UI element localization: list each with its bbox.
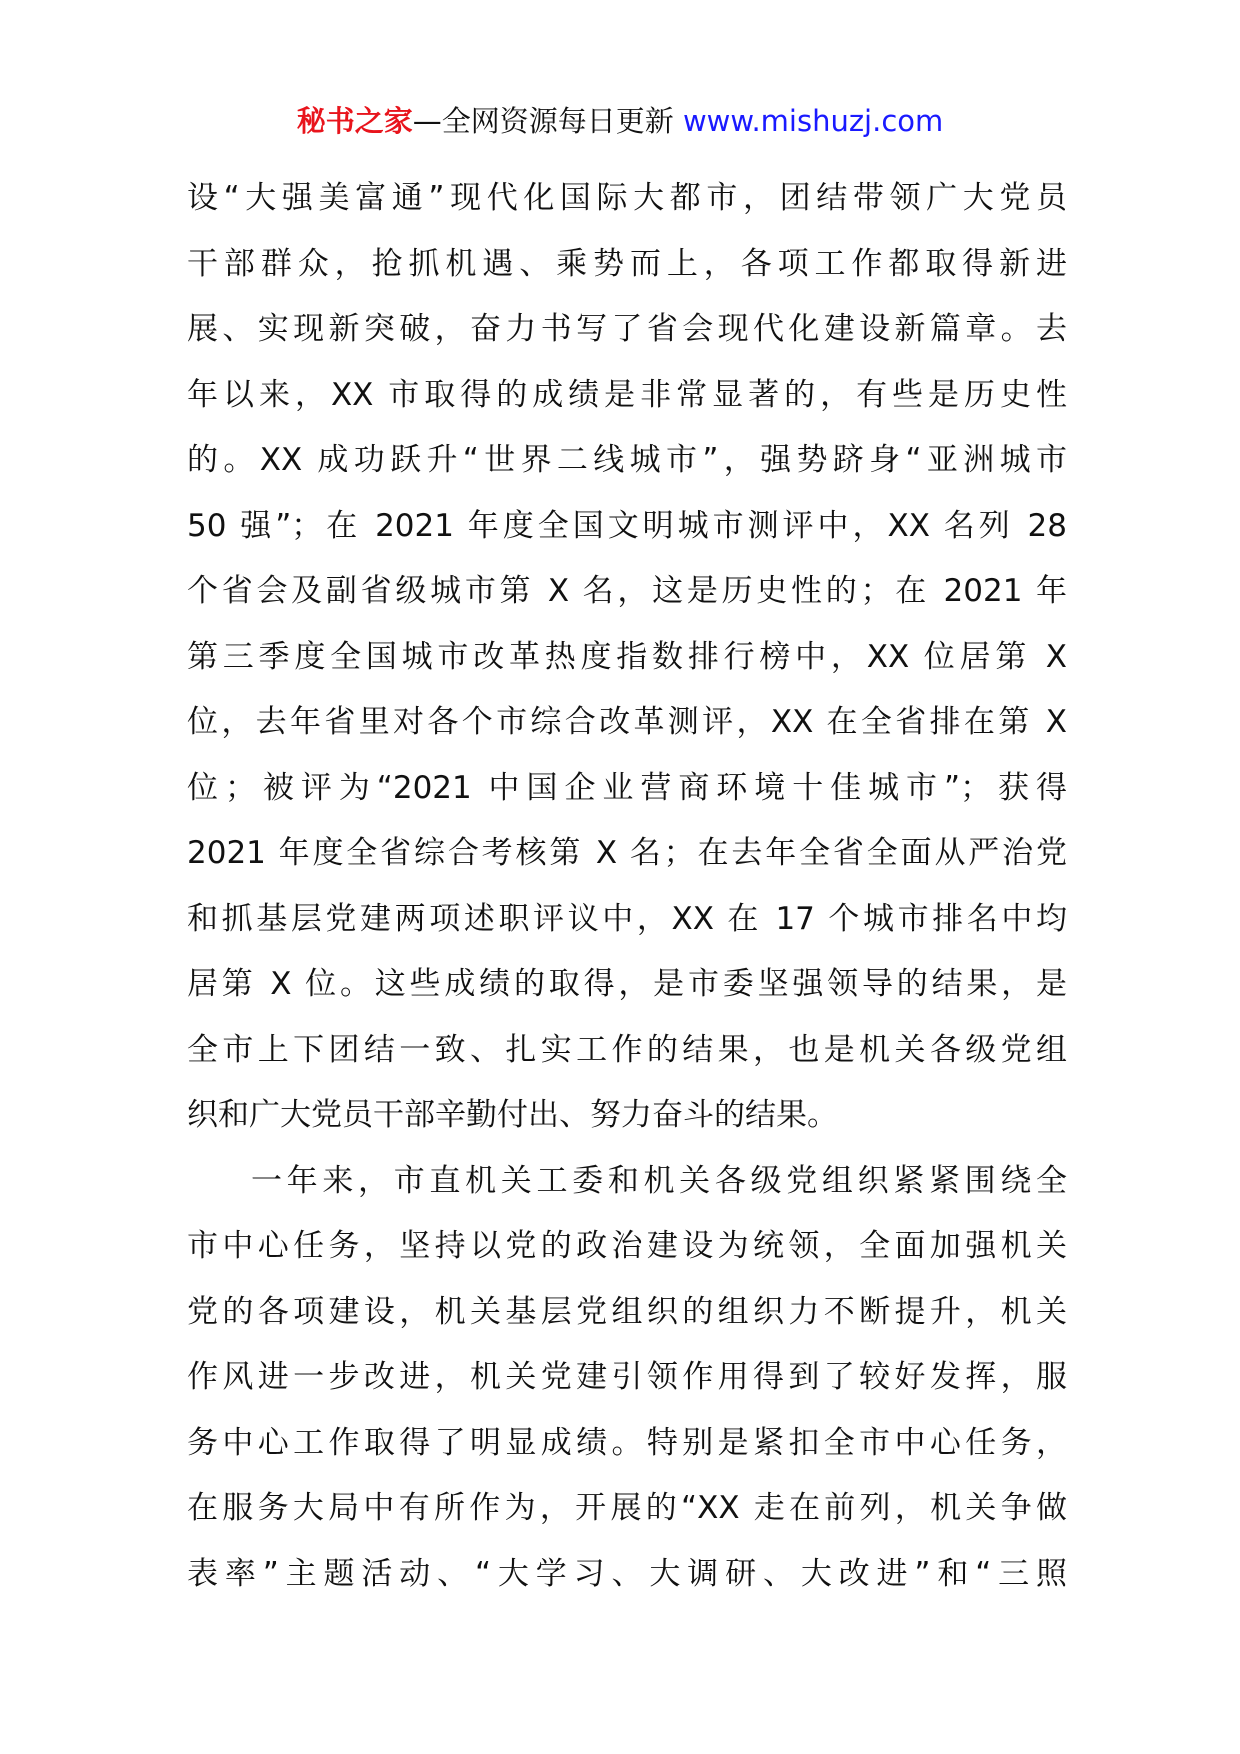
text-line: 居第 X 位。这些成绩的取得，是市委坚强领导的结果，是 (187, 966, 1067, 1002)
text-line: 年以来，XX 市取得的成绩是非常显著的，有些是历史性 (187, 376, 1067, 413)
text-line: 2021 年度全省综合考核第 X 名；在去年全省全面从严治党 (187, 835, 1067, 871)
text-line: 作风进一步改进，机关党建引领作用得到了较好发挥，服 (187, 1359, 1067, 1395)
text-line: 位，去年省里对各个市综合改革测评，XX 在全省排在第 X (187, 704, 1067, 740)
text-line: 位；被评为“2021 中国企业营商环境十佳城市”；获得 (187, 769, 1067, 806)
text-line: 干部群众，抢抓机遇、乘势而上，各项工作都取得新进 (187, 245, 1067, 282)
text-line: 表率”主题活动、“大学习、大调研、大改进”和“三照 (187, 1555, 1067, 1592)
text-line: 50 强”；在 2021 年度全国文明城市测评中，XX 名列 28 (187, 507, 1067, 544)
document-body (187, 166, 1067, 1607)
text-line: 的。XX 成功跃升“世界二线城市”，强势跻身“亚洲城市 (187, 442, 1067, 478)
header-tagline: —全网资源每日更新 (412, 104, 674, 138)
text-line: 党的各项建设，机关基层党组织的组织力不断提升，机关 (187, 1293, 1067, 1330)
text-line: 设“大强美富通”现代化国际大都市，团结带领广大党员 (187, 180, 1067, 216)
text-line: 展、实现新突破，奋力书写了省会现代化建设新篇章。去 (187, 311, 1067, 347)
paragraph-first-line: 一年来，市直机关工委和机关各级党组织紧紧围绕全 (251, 1162, 1067, 1199)
text-line: 务中心工作取得了明显成绩。特别是紧扣全市中心任务， (187, 1424, 1067, 1461)
page-header (0, 101, 1240, 141)
text-line: 全市上下团结一致、扎实工作的结果，也是机关各级党组 (187, 1031, 1067, 1068)
site-url-link[interactable]: www.mishuzj.com (682, 104, 944, 138)
paragraph-end-line: 织和广大党员干部辛勤付出、努力奋斗的结果。 (187, 1097, 838, 1133)
text-line: 和抓基层党建两项述职评议中，XX 在 17 个城市排名中均 (187, 900, 1067, 937)
brand-name: 秘书之家 (296, 104, 413, 138)
text-line: 第三季度全国城市改革热度指数排行榜中，XX 位居第 X (187, 638, 1067, 675)
text-line: 在服务大局中有所作为，开展的“XX 走在前列，机关争做 (187, 1490, 1067, 1526)
text-line: 个省会及副省级城市第 X 名，这是历史性的；在 2021 年 (187, 573, 1067, 609)
text-line: 市中心任务，坚持以党的政治建设为统领，全面加强机关 (187, 1228, 1067, 1264)
